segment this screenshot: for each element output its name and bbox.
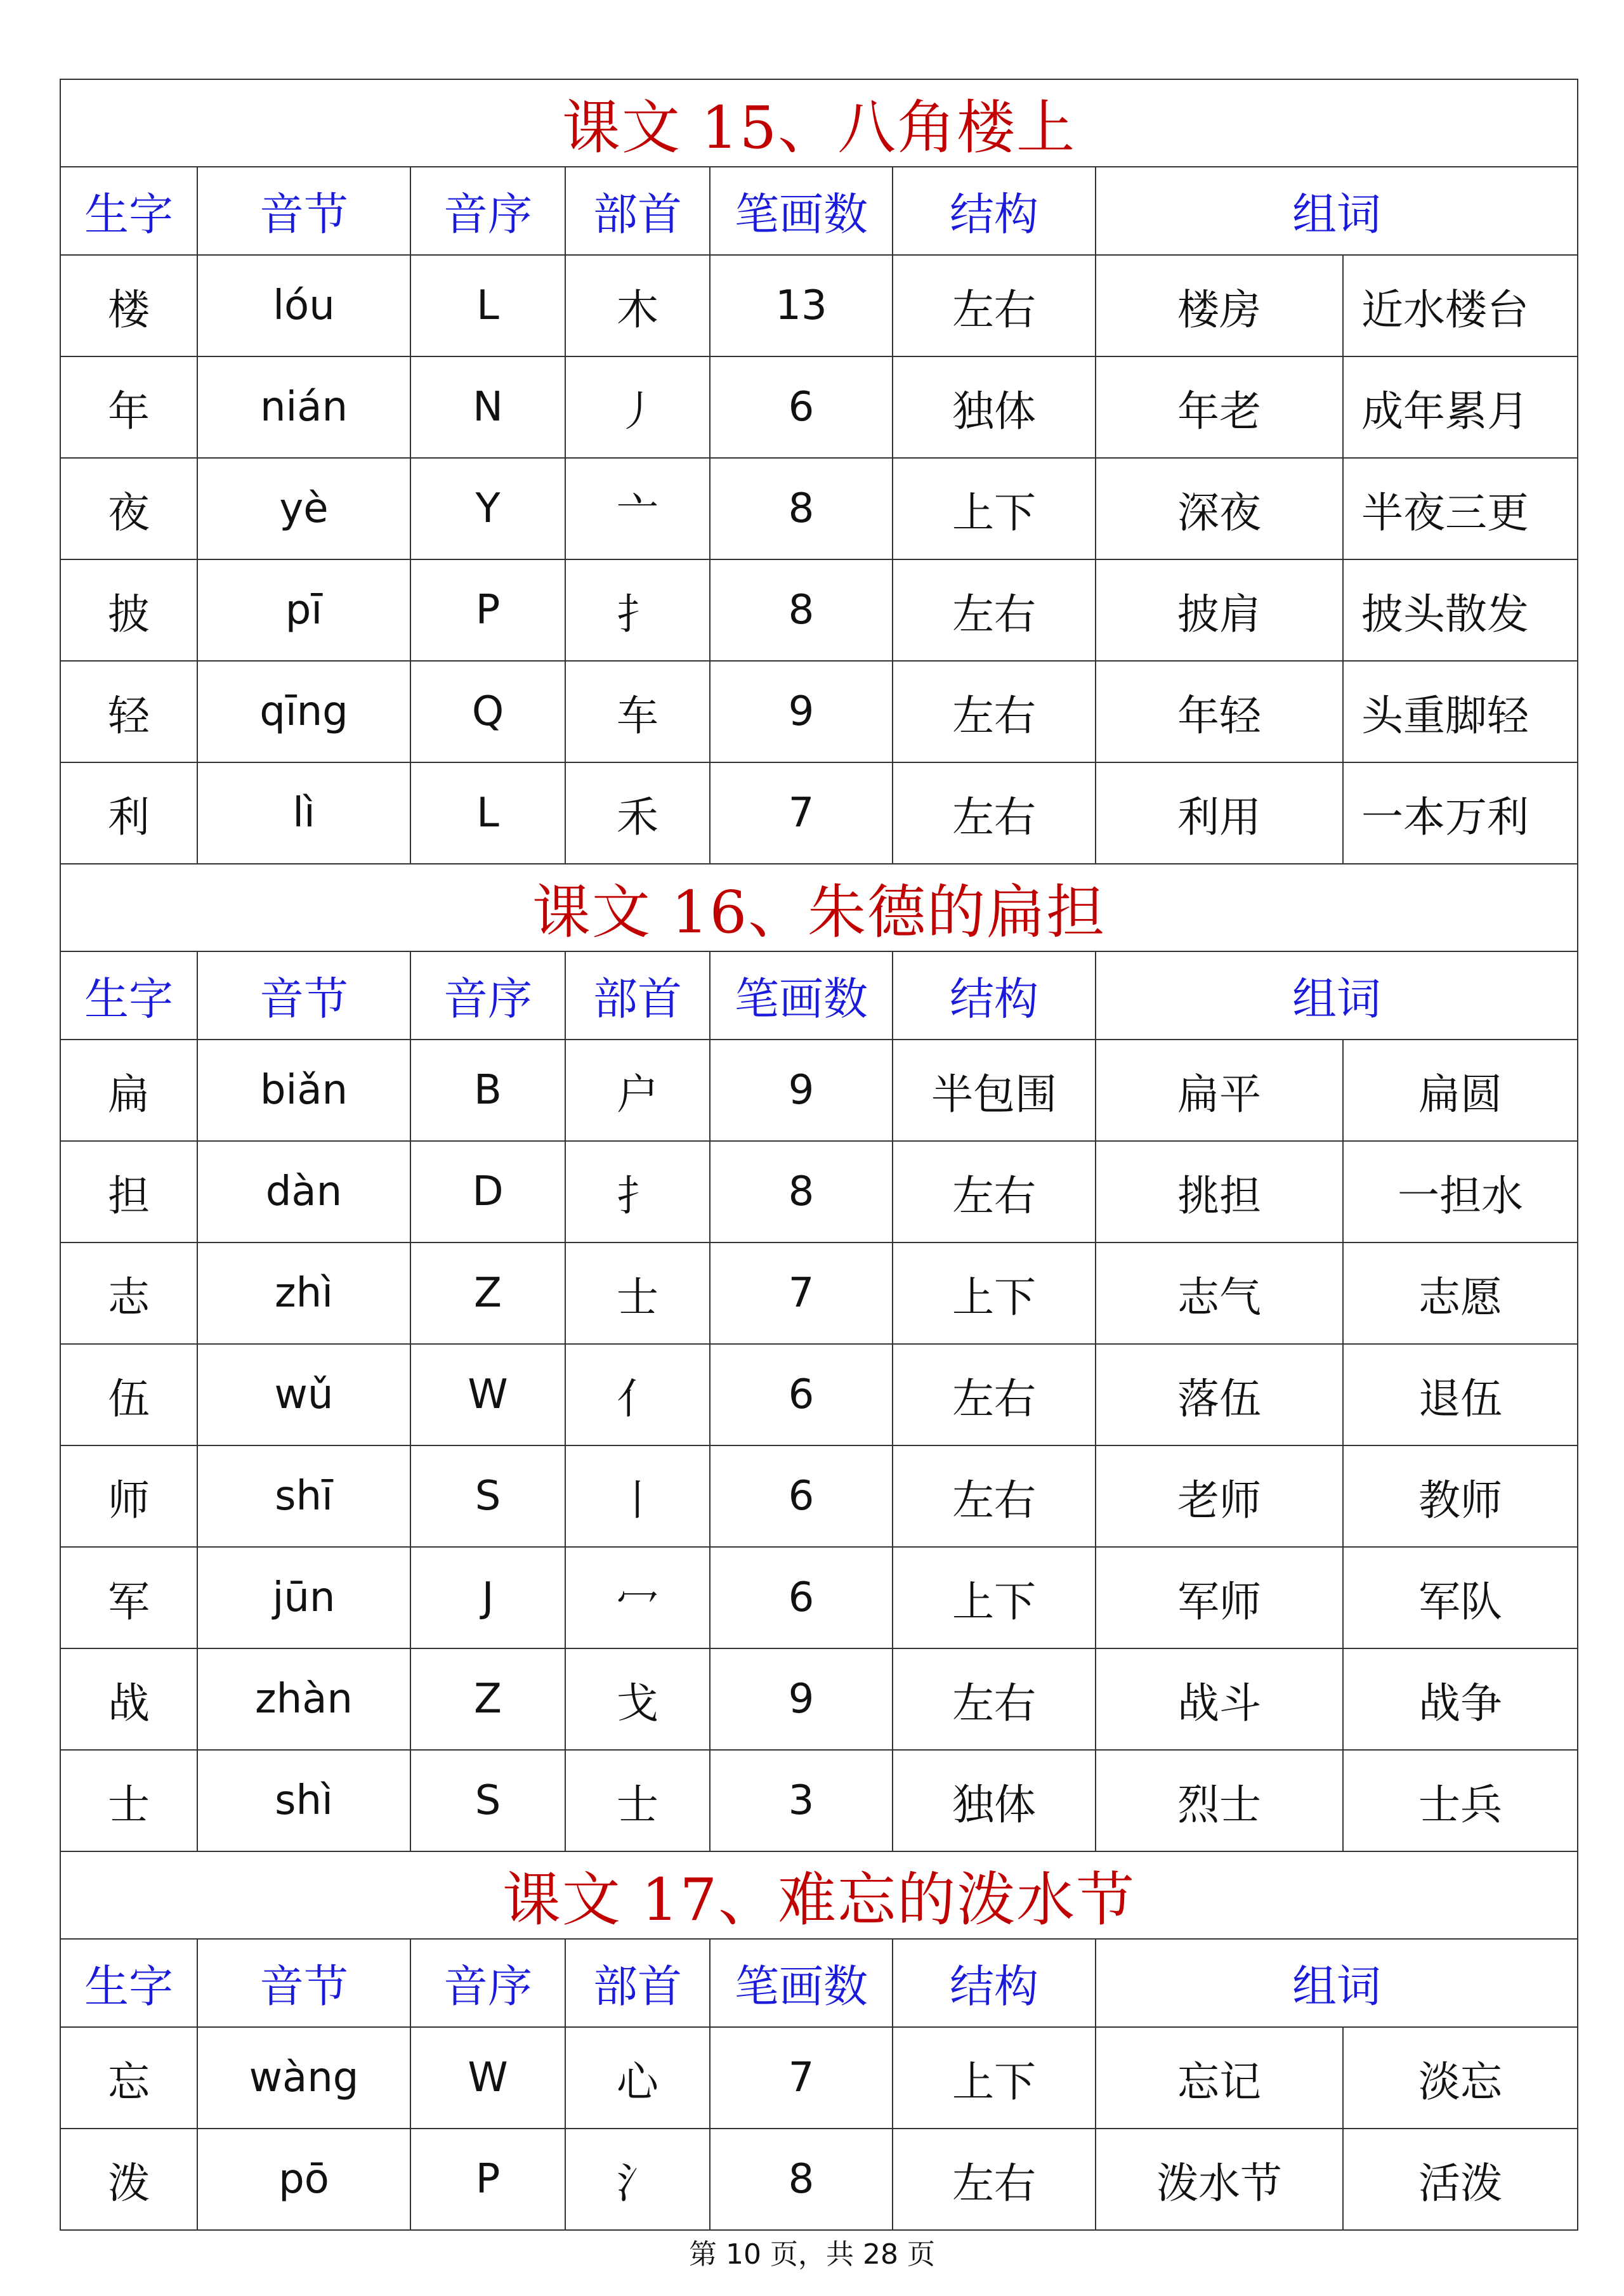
cell-structure: 独体 (893, 356, 1096, 458)
vocab-table (60, 79, 1578, 2231)
page-footer: 第 10 页，共 28 页 (689, 2238, 935, 2271)
cell-word-1: 年轻 (1096, 661, 1343, 762)
cell-structure: 上下 (893, 1547, 1096, 1648)
cell-order: S (410, 1750, 565, 1851)
cell-strokes: 3 (710, 1750, 893, 1851)
cell-word-1: 年老 (1096, 356, 1343, 458)
table-row (60, 1547, 1578, 1648)
cell-char: 楼 (60, 255, 197, 356)
cell-char: 利 (60, 762, 197, 864)
cell-strokes: 9 (710, 661, 893, 762)
cell-char: 伍 (60, 1344, 197, 1445)
cell-radical: 木 (565, 255, 710, 356)
table-row (60, 2027, 1578, 2129)
cell-pinyin: jūn (197, 1547, 410, 1648)
lesson-title: 课文 17、难忘的泼水节 (60, 1851, 1578, 1939)
cell-radical: 亻 (565, 1344, 710, 1445)
cell-order: W (410, 2027, 565, 2129)
table-row (60, 1445, 1578, 1547)
cell-structure: 左右 (893, 255, 1096, 356)
cell-pinyin: pī (197, 559, 410, 661)
table-row (60, 255, 1578, 356)
cell-strokes: 6 (710, 1344, 893, 1445)
cell-radical: 车 (565, 661, 710, 762)
cell-word-2: 头重脚轻 (1343, 661, 1578, 762)
cell-word-1: 泼水节 (1096, 2129, 1343, 2230)
cell-pinyin: biǎn (197, 1040, 410, 1141)
header-structure: 结构 (893, 1939, 1096, 2027)
cell-char: 师 (60, 1445, 197, 1547)
cell-order: W (410, 1344, 565, 1445)
header-order: 音序 (410, 951, 565, 1040)
cell-word-2: 扁圆 (1343, 1040, 1578, 1141)
cell-order: L (410, 255, 565, 356)
cell-structure: 左右 (893, 661, 1096, 762)
lesson-title-row (60, 1851, 1578, 1939)
table-row (60, 559, 1578, 661)
lesson-title: 课文 16、朱德的扁担 (60, 864, 1578, 951)
header-radical: 部首 (565, 951, 710, 1040)
cell-radical: 禾 (565, 762, 710, 864)
cell-order: Z (410, 1243, 565, 1344)
table-row (60, 1344, 1578, 1445)
cell-radical: 氵 (565, 2129, 710, 2230)
cell-order: P (410, 559, 565, 661)
cell-word-2: 披头散发 (1343, 559, 1578, 661)
cell-pinyin: shī (197, 1445, 410, 1547)
cell-pinyin: qīng (197, 661, 410, 762)
header-order: 音序 (410, 167, 565, 255)
cell-strokes: 7 (710, 762, 893, 864)
cell-structure: 左右 (893, 1648, 1096, 1750)
cell-char: 忘 (60, 2027, 197, 2129)
cell-strokes: 6 (710, 356, 893, 458)
header-char: 生字 (60, 167, 197, 255)
cell-word-2: 退伍 (1343, 1344, 1578, 1445)
cell-order: J (410, 1547, 565, 1648)
cell-word-2: 志愿 (1343, 1243, 1578, 1344)
cell-radical: 亠 (565, 458, 710, 559)
cell-word-1: 落伍 (1096, 1344, 1343, 1445)
header-order: 音序 (410, 1939, 565, 2027)
header-char: 生字 (60, 951, 197, 1040)
cell-structure: 左右 (893, 559, 1096, 661)
cell-word-2: 军队 (1343, 1547, 1578, 1648)
cell-radical: 戈 (565, 1648, 710, 1750)
cell-pinyin: dàn (197, 1141, 410, 1243)
cell-pinyin: zhàn (197, 1648, 410, 1750)
cell-char: 泼 (60, 2129, 197, 2230)
cell-radical: 心 (565, 2027, 710, 2129)
cell-order: Y (410, 458, 565, 559)
header-strokes: 笔画数 (710, 167, 893, 255)
cell-pinyin: wàng (197, 2027, 410, 2129)
cell-word-1: 披肩 (1096, 559, 1343, 661)
cell-strokes: 8 (710, 2129, 893, 2230)
cell-pinyin: lì (197, 762, 410, 864)
cell-strokes: 6 (710, 1445, 893, 1547)
cell-word-1: 烈士 (1096, 1750, 1343, 1851)
cell-radical: 丨 (565, 1445, 710, 1547)
cell-word-2: 一担水 (1343, 1141, 1578, 1243)
cell-radical: 扌 (565, 1141, 710, 1243)
table-row (60, 1648, 1578, 1750)
cell-structure: 左右 (893, 1141, 1096, 1243)
cell-pinyin: zhì (197, 1243, 410, 1344)
cell-char: 士 (60, 1750, 197, 1851)
cell-strokes: 8 (710, 559, 893, 661)
cell-word-2: 一本万利 (1343, 762, 1578, 864)
cell-strokes: 6 (710, 1547, 893, 1648)
cell-word-2: 战争 (1343, 1648, 1578, 1750)
cell-char: 志 (60, 1243, 197, 1344)
table-row (60, 661, 1578, 762)
cell-order: B (410, 1040, 565, 1141)
cell-structure: 上下 (893, 458, 1096, 559)
cell-word-1: 老师 (1096, 1445, 1343, 1547)
cell-word-2: 半夜三更 (1343, 458, 1578, 559)
cell-char: 扁 (60, 1040, 197, 1141)
cell-order: L (410, 762, 565, 864)
cell-word-2: 教师 (1343, 1445, 1578, 1547)
cell-structure: 上下 (893, 1243, 1096, 1344)
cell-structure: 上下 (893, 2027, 1096, 2129)
header-radical: 部首 (565, 167, 710, 255)
header-row (60, 1939, 1578, 2027)
cell-strokes: 7 (710, 2027, 893, 2129)
header-words: 组词 (1096, 167, 1578, 255)
cell-radical: 扌 (565, 559, 710, 661)
lesson-title-row (60, 864, 1578, 951)
cell-pinyin: yè (197, 458, 410, 559)
cell-char: 担 (60, 1141, 197, 1243)
header-char: 生字 (60, 1939, 197, 2027)
cell-pinyin: lóu (197, 255, 410, 356)
cell-char: 夜 (60, 458, 197, 559)
cell-char: 披 (60, 559, 197, 661)
cell-order: D (410, 1141, 565, 1243)
header-row (60, 167, 1578, 255)
cell-strokes: 9 (710, 1040, 893, 1141)
cell-word-1: 楼房 (1096, 255, 1343, 356)
table-row (60, 458, 1578, 559)
cell-structure: 独体 (893, 1750, 1096, 1851)
cell-radical: 户 (565, 1040, 710, 1141)
table-row (60, 1750, 1578, 1851)
cell-structure: 左右 (893, 1445, 1096, 1547)
cell-strokes: 7 (710, 1243, 893, 1344)
header-structure: 结构 (893, 167, 1096, 255)
cell-char: 军 (60, 1547, 197, 1648)
cell-pinyin: nián (197, 356, 410, 458)
cell-strokes: 9 (710, 1648, 893, 1750)
cell-order: Q (410, 661, 565, 762)
cell-word-1: 志气 (1096, 1243, 1343, 1344)
cell-word-1: 扁平 (1096, 1040, 1343, 1141)
header-pinyin: 音节 (197, 1939, 410, 2027)
header-pinyin: 音节 (197, 167, 410, 255)
cell-order: P (410, 2129, 565, 2230)
cell-radical: 士 (565, 1243, 710, 1344)
cell-word-2: 近水楼台 (1343, 255, 1578, 356)
cell-order: N (410, 356, 565, 458)
cell-radical: 冖 (565, 1547, 710, 1648)
cell-char: 战 (60, 1648, 197, 1750)
cell-word-1: 挑担 (1096, 1141, 1343, 1243)
cell-word-2: 成年累月 (1343, 356, 1578, 458)
table-row (60, 1243, 1578, 1344)
cell-radical: 士 (565, 1750, 710, 1851)
table-row (60, 356, 1578, 458)
cell-order: S (410, 1445, 565, 1547)
cell-word-1: 深夜 (1096, 458, 1343, 559)
cell-char: 年 (60, 356, 197, 458)
cell-structure: 左右 (893, 1344, 1096, 1445)
table-row (60, 762, 1578, 864)
cell-word-2: 士兵 (1343, 1750, 1578, 1851)
cell-strokes: 8 (710, 458, 893, 559)
cell-pinyin: wǔ (197, 1344, 410, 1445)
cell-word-1: 利用 (1096, 762, 1343, 864)
header-structure: 结构 (893, 951, 1096, 1040)
cell-word-1: 战斗 (1096, 1648, 1343, 1750)
header-words: 组词 (1096, 951, 1578, 1040)
header-strokes: 笔画数 (710, 1939, 893, 2027)
cell-strokes: 8 (710, 1141, 893, 1243)
cell-word-2: 淡忘 (1343, 2027, 1578, 2129)
cell-pinyin: pō (197, 2129, 410, 2230)
table-row (60, 1141, 1578, 1243)
cell-strokes: 13 (710, 255, 893, 356)
cell-pinyin: shì (197, 1750, 410, 1851)
header-words: 组词 (1096, 1939, 1578, 2027)
header-radical: 部首 (565, 1939, 710, 2027)
cell-structure: 左右 (893, 762, 1096, 864)
header-row (60, 951, 1578, 1040)
header-strokes: 笔画数 (710, 951, 893, 1040)
cell-order: Z (410, 1648, 565, 1750)
cell-word-1: 军师 (1096, 1547, 1343, 1648)
cell-structure: 半包围 (893, 1040, 1096, 1141)
cell-word-2: 活泼 (1343, 2129, 1578, 2230)
table-row (60, 2129, 1578, 2230)
table-row (60, 1040, 1578, 1141)
cell-structure: 左右 (893, 2129, 1096, 2230)
cell-radical: 丿 (565, 356, 710, 458)
cell-char: 轻 (60, 661, 197, 762)
lesson-title: 课文 15、八角楼上 (60, 79, 1578, 167)
cell-word-1: 忘记 (1096, 2027, 1343, 2129)
lesson-title-row (60, 79, 1578, 167)
header-pinyin: 音节 (197, 951, 410, 1040)
